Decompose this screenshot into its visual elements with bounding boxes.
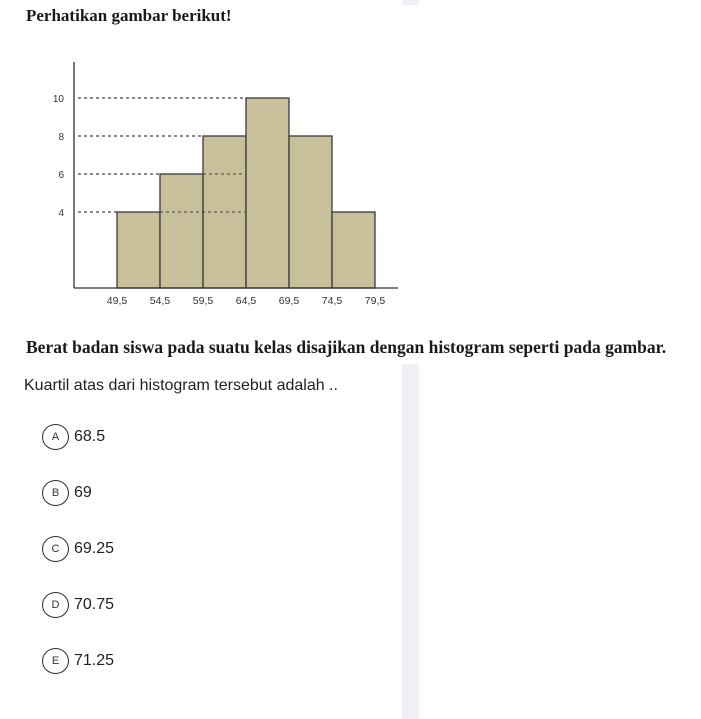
x-tick-label-1: 54,5 (149, 295, 171, 307)
option-a-letter: A (42, 424, 69, 450)
bar-1 (160, 174, 203, 288)
bar-3 (246, 98, 289, 288)
x-tick-label-2: 59,5 (192, 295, 214, 307)
x-tick-label-0: 49,5 (106, 295, 128, 307)
x-tick-label-4: 69,5 (278, 295, 300, 307)
y-tick-label-6: 6 (58, 170, 64, 181)
bar-5 (332, 212, 375, 288)
bar-0 (117, 212, 160, 288)
option-b-letter: B (42, 480, 69, 506)
side-strip-top (402, 0, 419, 5)
option-b-text: 69 (74, 484, 92, 501)
option-e-letter: E (42, 648, 69, 674)
side-strip (402, 364, 419, 719)
y-tick-label-10: 10 (52, 94, 64, 105)
option-c-text: 69.25 (74, 540, 115, 557)
histogram-figure (30, 56, 410, 316)
x-tick-label-6: 79,5 (364, 295, 386, 307)
figure-caption: Berat badan siswa pada suatu kelas disajikan dengan histogram seperti pada gambar. (26, 337, 667, 357)
option-d-text: 70.75 (74, 596, 115, 613)
option-c[interactable] (42, 536, 114, 562)
x-tick-label-3: 64,5 (235, 295, 257, 307)
histogram-chart (30, 56, 410, 316)
question-text: Kuartil atas dari histogram tersebut adalah .. (24, 377, 338, 394)
option-a[interactable] (42, 424, 114, 450)
option-e[interactable] (42, 648, 114, 674)
option-b[interactable] (42, 480, 114, 506)
bar-4 (289, 136, 332, 288)
x-tick-label-5: 74,5 (321, 295, 343, 307)
option-e-text: 71.25 (74, 652, 115, 669)
option-a-text: 68.5 (74, 428, 106, 445)
answer-options (42, 424, 114, 704)
y-tick-label-4: 4 (58, 208, 64, 219)
option-d[interactable] (42, 592, 114, 618)
option-d-letter: D (42, 592, 69, 618)
y-tick-label-8: 8 (58, 132, 64, 143)
question-heading: Perhatikan gambar berikut! (26, 6, 232, 25)
option-c-letter: C (42, 536, 69, 562)
